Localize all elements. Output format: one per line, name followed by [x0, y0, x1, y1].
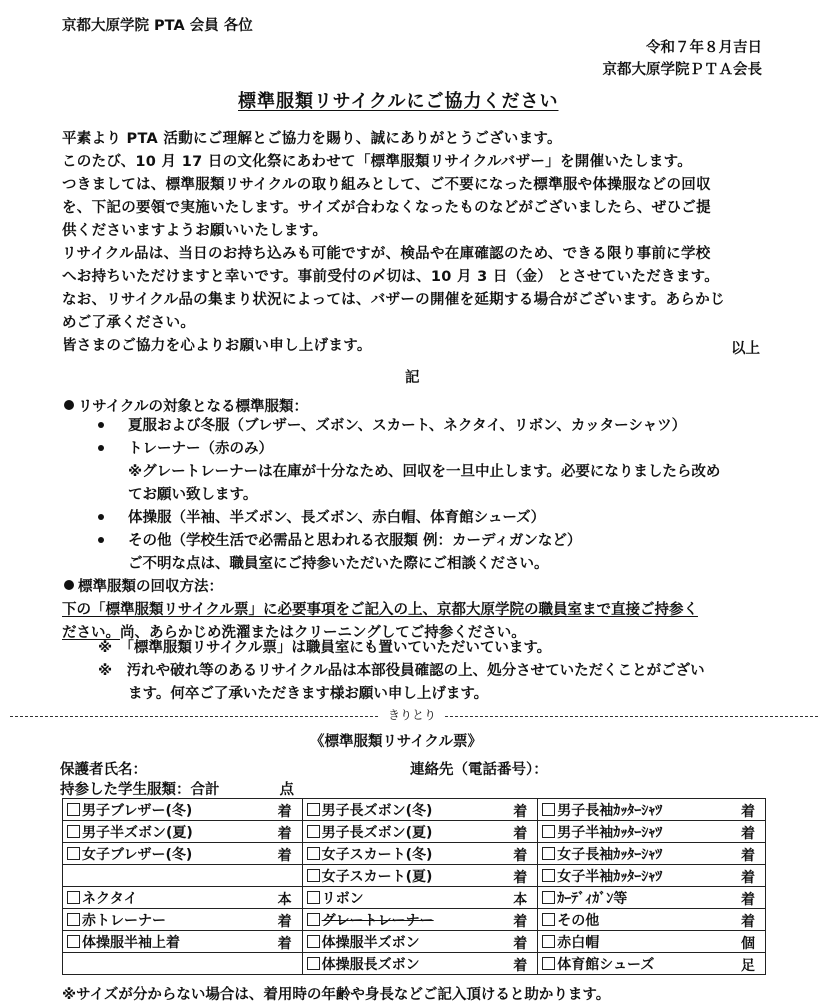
- item-label: グレートレーナー: [321, 912, 434, 929]
- body-line: このたび、10 月 17 日の文化祭にあわせて「標準服類リサイクルバザー」を開催いたします。: [62, 154, 693, 170]
- body-line: 平素より PTA 活動にご理解とご協力を賜り、誠にありがとうございます。: [62, 131, 562, 147]
- section2-heading: 標準服類の回収方法：: [64, 575, 223, 596]
- item-label: 女子ブレザー(冬): [82, 846, 193, 863]
- item-unit: 着: [513, 870, 528, 886]
- table-row: [63, 887, 766, 909]
- item-unit: 着: [277, 826, 292, 842]
- checkbox[interactable]: [67, 935, 80, 948]
- checkbox[interactable]: [542, 847, 555, 860]
- body-line: を、下記の要領で実施いたします。サイズが合わなくなったものなどがございましたら、ぜひご提: [62, 200, 711, 216]
- total-unit: 点: [279, 782, 294, 798]
- method-note: ます。何卒ご了承いただきます様お願い申し上げます。: [128, 686, 489, 702]
- item-unit: 着: [513, 826, 528, 842]
- item-label: 体操服半ズボン: [321, 934, 420, 951]
- slip-title: 《標準服類リサイクル票》: [310, 734, 482, 750]
- slip-cell: [302, 931, 538, 953]
- list-item-text: 夏服および冬服（ブレザー、ズボン、スカート、ネクタイ、リボン、カッターシャツ）: [128, 418, 687, 434]
- bullet-icon: [64, 580, 74, 590]
- bullet-icon: [64, 400, 74, 410]
- item-unit: 着: [513, 848, 528, 864]
- issue-date: 令和７年８月吉日: [646, 40, 762, 56]
- slip-cell: [302, 909, 538, 931]
- method-note: ※ 「標準服類リサイクル票」は職員室にも置いていただいています。: [98, 640, 552, 656]
- slip-cell: [63, 821, 303, 843]
- item-label: 男子長ズボン(冬): [321, 802, 433, 819]
- table-row: [63, 865, 766, 887]
- gray-trainer-note: ※グレートレーナーは在庫が十分なため、回収を一旦中止します。必要になりましたら改め: [128, 464, 721, 480]
- cut-label: きりとり: [380, 706, 444, 723]
- slip-cell: [302, 953, 538, 975]
- guardian-name-label: 保護者氏名：: [60, 762, 147, 778]
- item-unit: 本: [277, 892, 292, 908]
- list-item: [98, 418, 104, 434]
- item-unit: 着: [513, 804, 528, 820]
- item-label: 体育館シューズ: [557, 956, 655, 973]
- item-unit: 個: [741, 936, 755, 952]
- item-label: 男子長袖ｶｯﾀｰｼｬﾂ: [557, 802, 663, 819]
- total-label: 持参した学生服類：合計 点: [60, 782, 294, 798]
- item-label: 男子半ズボン(夏): [82, 824, 193, 841]
- slip-cell: [302, 799, 538, 821]
- slip-cell: [538, 843, 766, 865]
- item-unit: 着: [277, 914, 292, 930]
- slip-cell: [302, 887, 538, 909]
- item-label: ｶｰﾃﾞｨｶﾞﾝ等: [557, 890, 628, 907]
- checkbox[interactable]: [542, 803, 555, 816]
- item-label: 男子半袖ｶｯﾀｰｼｬﾂ: [557, 824, 663, 841]
- checkbox[interactable]: [542, 891, 555, 904]
- item-unit: 着: [277, 848, 292, 864]
- list-item-text: トレーナー（赤のみ）: [128, 441, 273, 457]
- body-line: めご了承ください。: [62, 315, 196, 331]
- slip-cell: [538, 887, 766, 909]
- bullet-icon: [98, 445, 104, 451]
- checkbox[interactable]: [542, 913, 555, 926]
- item-unit: 足: [741, 958, 755, 974]
- checkbox[interactable]: [307, 891, 320, 904]
- method-line: ださい。尚、あらかじめ洗濯またはクリーニングしてご持参ください。: [62, 625, 526, 641]
- method-note: ※ 汚れや破れ等のあるリサイクル品は本部役員確認の上、処分させていただくことがござい: [98, 663, 705, 679]
- table-row: [63, 799, 766, 821]
- item-unit: 着: [741, 914, 755, 930]
- item-unit: 着: [513, 936, 528, 952]
- item-label: リボン: [321, 890, 364, 907]
- slip-cell: [63, 931, 303, 953]
- checkbox[interactable]: [307, 935, 320, 948]
- slip-cell: [302, 843, 538, 865]
- slip-cell: [63, 799, 303, 821]
- slip-cell: [538, 799, 766, 821]
- slip-cell: [63, 843, 303, 865]
- checkbox[interactable]: [307, 913, 320, 926]
- body-line: へお持ちいただけますと幸いです。事前受付の〆切は、10 月 3 日（金） とさせていただきます。: [62, 269, 720, 285]
- item-unit: 着: [513, 958, 528, 974]
- bullet-icon: [98, 514, 104, 520]
- item-unit: 着: [741, 848, 755, 864]
- checkbox[interactable]: [67, 891, 80, 904]
- slip-cell: [538, 821, 766, 843]
- slip-footer-note: ※サイズが分からない場合は、着用時の年齢や身長などご記入頂けると助かります。: [62, 987, 611, 1003]
- list-item: [98, 533, 104, 549]
- other-note: ご不明な点は、職員室にご持参いただいた際にご相談ください。: [128, 556, 549, 572]
- item-unit: 着: [277, 804, 292, 820]
- checkbox[interactable]: [542, 825, 555, 838]
- checkbox[interactable]: [307, 825, 320, 838]
- checkbox[interactable]: [67, 847, 80, 860]
- list-item-text: その他（学校生活で必需品と思われる衣服類 例：カーディガンなど）: [128, 533, 582, 549]
- slip-cell: [63, 909, 303, 931]
- recipient: 京都大原学院 PTA 会員 各位: [62, 18, 253, 34]
- item-unit: 着: [741, 870, 755, 886]
- checkbox[interactable]: [307, 803, 320, 816]
- body-line: リサイクル品は、当日のお持ち込みも可能ですが、検品や在庫確認のため、できる限り事前に学校: [62, 246, 711, 262]
- method-line: 下の「標準服類リサイクル票」に必要事項をご記入の上、京都大原学院の職員室まで直接ご持参く: [62, 602, 698, 618]
- bullet-icon: [98, 537, 104, 543]
- slip-cell: [538, 931, 766, 953]
- item-label: その他: [557, 912, 600, 929]
- checkbox[interactable]: [307, 957, 320, 970]
- item-label: ネクタイ: [82, 890, 138, 907]
- checkbox[interactable]: [307, 869, 320, 882]
- slip-cell: [538, 953, 766, 975]
- item-unit: 着: [741, 804, 755, 820]
- table-row: [63, 909, 766, 931]
- checkbox[interactable]: [542, 935, 555, 948]
- table-row: [63, 931, 766, 953]
- body-line: なお、リサイクル品の集まり状況によっては、バザーの開催を延期する場合がございます。あらかじ: [62, 292, 725, 308]
- item-unit: 着: [277, 936, 292, 952]
- item-label: 体操服半袖上着: [82, 934, 180, 951]
- sender: 京都大原学院ＰＴＡ会長: [602, 62, 762, 78]
- item-label: 女子半袖ｶｯﾀｰｼｬﾂ: [557, 868, 663, 885]
- item-unit: 着: [741, 892, 755, 908]
- checkbox[interactable]: [542, 869, 555, 882]
- body-line: 供くださいますようお願いいたします。: [62, 223, 328, 239]
- slip-cell: [302, 865, 538, 887]
- slip-cell: [63, 887, 303, 909]
- item-label: 体操服長ズボン: [321, 956, 420, 973]
- item-label: 女子スカート(夏): [321, 868, 433, 885]
- slip-cell: [63, 953, 303, 975]
- item-unit: 着: [513, 914, 528, 930]
- table-row: [63, 843, 766, 865]
- checkbox[interactable]: [67, 825, 80, 838]
- body-line: 皆さまのご協力を心よりお願い申し上げます。: [62, 338, 372, 354]
- item-label: 赤トレーナー: [82, 912, 166, 929]
- slip-cell: [302, 821, 538, 843]
- item-label: 男子ブレザー(冬): [82, 802, 193, 819]
- item-label: 男子長ズボン(夏): [321, 824, 433, 841]
- slip-cell: [63, 865, 303, 887]
- list-item: [98, 510, 104, 526]
- section1-heading: リサイクルの対象となる標準服類：: [64, 395, 308, 416]
- table-row: [63, 821, 766, 843]
- ki-heading: 記: [405, 370, 420, 386]
- item-label: 女子長袖ｶｯﾀｰｼｬﾂ: [557, 846, 663, 863]
- body-line: つきましては、標準服類リサイクルの取り組みとして、ご不要になった標準服や体操服などの回収: [62, 177, 711, 193]
- item-label: 赤白帽: [557, 934, 600, 951]
- list-item: [98, 441, 104, 457]
- gray-trainer-note: てお願い致します。: [128, 487, 258, 503]
- table-row: [63, 953, 766, 975]
- item-label: 女子スカート(冬): [321, 846, 433, 863]
- page-title: 標準服類リサイクルにご協力ください: [238, 91, 559, 112]
- item-unit: 本: [513, 892, 528, 908]
- checkbox[interactable]: [307, 847, 320, 860]
- item-unit: 着: [741, 826, 755, 842]
- closing: 以上: [731, 341, 760, 357]
- recycle-slip-table: [62, 798, 766, 975]
- contact-label: 連絡先（電話番号）：: [410, 762, 548, 778]
- slip-cell: [538, 909, 766, 931]
- checkbox[interactable]: [542, 957, 555, 970]
- slip-cell: [538, 865, 766, 887]
- checkbox[interactable]: [67, 803, 80, 816]
- list-item-text: 体操服（半袖、半ズボン、長ズボン、赤白帽、体育館シューズ）: [128, 510, 546, 526]
- checkbox[interactable]: [67, 913, 80, 926]
- bullet-icon: [98, 422, 104, 428]
